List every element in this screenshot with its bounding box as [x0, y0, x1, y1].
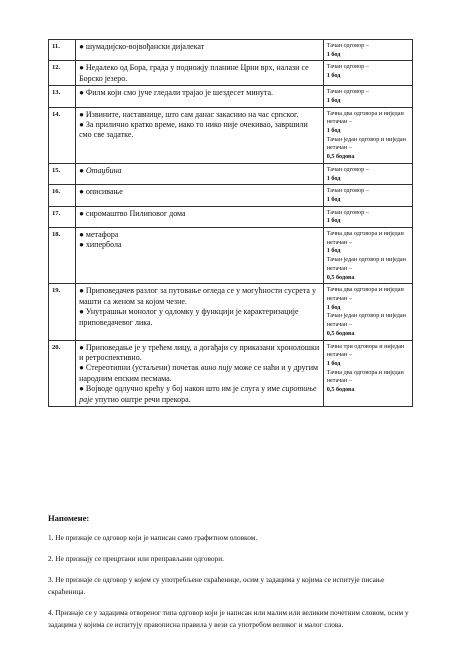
- points-value: 1 бод: [326, 72, 341, 80]
- note-item: 4. Признаје се у задацима отвореног типа одговор који је написан или малим или великим почетним словом, осим у задацима у којима се испитују правописна правила у вези са употребом великог и малог слова.: [48, 608, 409, 629]
- task-number: 11.: [49, 40, 76, 61]
- points-value: 0,5 бодова: [326, 153, 355, 161]
- answer-item: [79, 240, 320, 250]
- points-criterion: Тачан један одговор и ниједан нетачан –: [326, 135, 406, 152]
- answer-italic-text: Отаџбина: [85, 165, 122, 175]
- answer-item: [79, 110, 320, 120]
- points-cell: [323, 163, 412, 184]
- points-value: 1 бод: [326, 50, 341, 58]
- answer-text: ● описивање: [79, 187, 123, 197]
- points-cell: [323, 206, 412, 227]
- points-criterion: Тачна два одговора и ниједан нетачан –: [326, 286, 404, 302]
- answer-item: [79, 384, 320, 405]
- points-criterion: Тачан одговор –: [326, 208, 369, 216]
- points-cell: [323, 40, 412, 61]
- answer-text: ● метафора: [79, 230, 119, 240]
- answer-text: упутио оштре речи прекора.: [92, 394, 191, 404]
- points-criterion: Тачан одговор –: [326, 88, 369, 96]
- answer-text: ●: [79, 165, 86, 175]
- points-cell: [323, 284, 412, 340]
- answer-text: ● Стереотипни (устаљени) почетак: [79, 363, 201, 373]
- answer-cell: [76, 206, 324, 227]
- points-cell: [323, 185, 412, 206]
- task-number: 13.: [49, 86, 76, 107]
- points-criterion: Тачан један одговор и ниједан нетачан –: [326, 256, 406, 272]
- task-number: 18.: [49, 228, 76, 284]
- answer-item: [79, 230, 320, 240]
- points-value: 0,5 бодова: [326, 273, 355, 281]
- task-number: 14.: [49, 107, 76, 163]
- points-value: 1 бод: [326, 217, 341, 225]
- task-number: 19.: [49, 284, 76, 340]
- points-cell: [323, 340, 412, 406]
- points-cell: [323, 107, 412, 163]
- points-cell: [323, 228, 412, 284]
- points-value: 1 бод: [326, 359, 341, 367]
- points-value: 1 бод: [326, 195, 341, 203]
- answer-cell: [76, 185, 324, 206]
- answer-text: ● Војводе одлучно крећу у бој након што им је слуга у име: [79, 384, 282, 394]
- table-row: [49, 185, 413, 206]
- answer-text: ● шумадијско-војвођански дијалекат: [79, 42, 205, 51]
- answer-item: [79, 307, 320, 328]
- note-item: 3. Не признаје се одговор у којем су употребљене скраћенице, осим у задацима у којима се испитује писање скраћеница.: [48, 575, 385, 596]
- answer-item: [79, 363, 320, 384]
- answer-item: [79, 166, 320, 176]
- answer-item: [79, 343, 320, 364]
- note-item: 2. Не признају се прецртани или преправљани одговори.: [48, 554, 224, 563]
- answer-text: ● сиромаштво Пилиповог дома: [79, 208, 186, 218]
- answer-cell: [76, 163, 324, 184]
- notes-section: [48, 513, 418, 640]
- answer-cell: [76, 340, 324, 406]
- points-value: 0,5 бодова: [326, 386, 355, 394]
- points-value: 1 бод: [326, 96, 341, 104]
- task-number: 17.: [49, 206, 76, 227]
- note-item: 1. Не признаје се одговор који је написан само графитном оловком.: [48, 533, 258, 542]
- points-criterion: Тачан одговор –: [326, 42, 369, 49]
- points-cell: [323, 86, 412, 107]
- answer-cell: [76, 284, 324, 340]
- task-number: 16.: [49, 185, 76, 206]
- answer-item: [79, 120, 320, 141]
- answer-cell: [76, 61, 324, 86]
- points-value: 1 бод: [326, 174, 341, 182]
- answer-text: ● Филм који смо јуче гледали трајао је шездесет минута.: [79, 88, 274, 98]
- points-cell: [323, 61, 412, 86]
- points-criterion: Тачан одговор –: [326, 63, 369, 71]
- table-row: [49, 284, 413, 340]
- answer-text: ● хипербола: [79, 240, 122, 250]
- table-row: [49, 40, 413, 61]
- answer-text: ● Унутрашњи монолог у одломку у функцији је карактеризације приповедачевог лика.: [79, 307, 299, 327]
- points-criterion: Тачан одговор –: [326, 187, 369, 195]
- answer-cell: [76, 228, 324, 284]
- answer-text: ● Извините, наставнице, што сам данас закаснио на час српског.: [79, 109, 299, 119]
- task-number: 15.: [49, 163, 76, 184]
- answer-item: [79, 88, 320, 98]
- task-number: 12.: [49, 61, 76, 86]
- answer-item: [79, 286, 320, 307]
- answer-item: [79, 63, 320, 84]
- task-number: 20.: [49, 340, 76, 406]
- answer-text: ● Приповедачев разлог за путовање огледа се у могућности сусрета у машти са женом за којом чезне.: [79, 286, 316, 306]
- points-value: 1 бод: [326, 127, 341, 135]
- answer-item: [79, 209, 320, 219]
- points-criterion: Тачан одговор –: [326, 165, 369, 173]
- answer-italic-text: сиротиње раје: [79, 384, 317, 404]
- table-row: [49, 61, 413, 86]
- points-value: 1 бод: [326, 303, 341, 311]
- answer-key-body: [49, 40, 413, 407]
- points-criterion: Тачан један одговор и ниједан нетачан –: [326, 312, 406, 329]
- table-row: [49, 86, 413, 107]
- answer-italic-text: вино пију: [200, 363, 233, 373]
- answer-text: ● Недалеко од Бора, града у подножју планине Црни врх, налази се Борско језеро.: [79, 63, 309, 83]
- points-criterion: Тачна три одговора и ниједан нетачан –: [326, 342, 405, 359]
- table-row: [49, 107, 413, 163]
- answer-cell: [76, 86, 324, 107]
- answer-cell: [76, 40, 324, 61]
- table-row: [49, 228, 413, 284]
- points-criterion: Тачна два одговора и ниједан нетачан –: [326, 230, 404, 246]
- table-row: [49, 163, 413, 184]
- answer-key-table: [48, 39, 413, 407]
- points-criterion: Тачна два одговора и ниједан нетачан –: [326, 368, 404, 385]
- answer-item: [79, 187, 320, 197]
- answer-text: ● Приповедање је у трећем лицу, а догађаји су приказани хронолошки и ретроспективно.: [79, 342, 320, 362]
- table-row: [49, 340, 413, 406]
- answer-text: може се наћи и у другим народним епским песмама.: [79, 363, 319, 383]
- answer-item: [79, 42, 320, 52]
- notes-title: Напомене:: [48, 513, 90, 523]
- points-value: 1 бод: [326, 247, 341, 255]
- points-criterion: Тачна два одговора и ниједан нетачан –: [326, 109, 404, 126]
- answer-text: ● За прилично кратко време, иако то нико није очекивао, завршили смо све задатке.: [79, 120, 308, 140]
- points-value: 0,5 бодова: [326, 329, 355, 337]
- answer-cell: [76, 107, 324, 163]
- table-row: [49, 206, 413, 227]
